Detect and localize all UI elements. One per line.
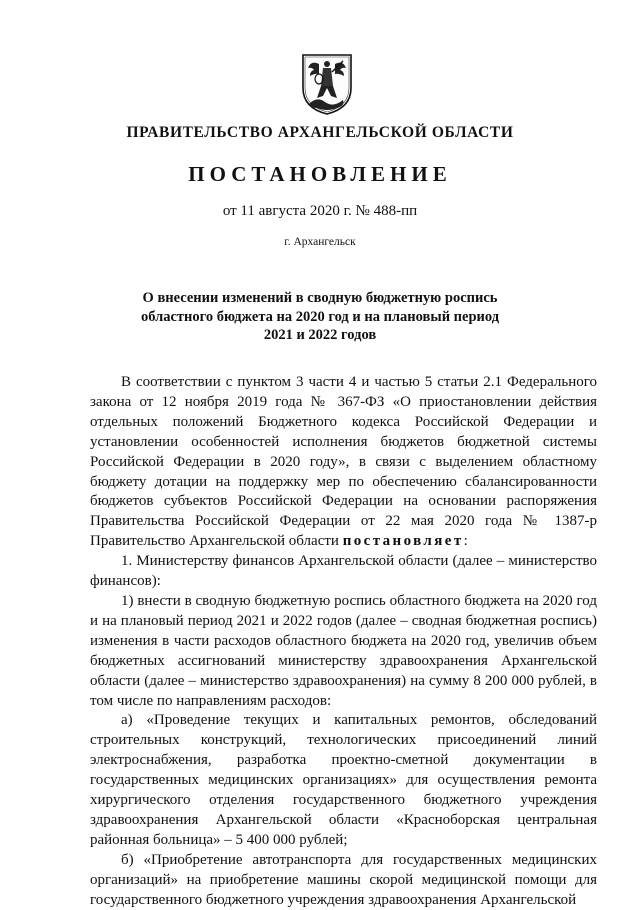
document-date-number: от 11 августа 2020 г. № 488-пп bbox=[222, 203, 418, 219]
document-body bbox=[90, 373, 597, 910]
heading-line: 2021 и 2022 годов bbox=[263, 327, 377, 343]
heading-line: областного бюджета на 2020 год и на плановый период bbox=[140, 308, 500, 325]
government-name: ПРАВИТЕЛЬСТВО АРХАНГЕЛЬСКОЙ ОБЛАСТИ bbox=[126, 124, 514, 141]
paragraph-item-1-1: 1) внести в сводную бюджетную роспись областного бюджета на 2020 год и на плановый период 2021 и 2022 годов (далее – сводная бюджетная роспись) изменения в части расходов областного бюджета на 2020 год, увеличив объем бюджетных ассигнований министерству здравоохранения Архангельской области (далее – министерство здравоохранения) на сумму 8 200 000 рублей, в том числе по направлениям расходов: bbox=[90, 592, 597, 709]
coat-of-arms-icon bbox=[299, 52, 355, 116]
paragraph-item-1: 1. Министерству финансов Архангельской области (далее – министерство финансов): bbox=[90, 553, 597, 590]
decree-word: постановляет bbox=[342, 533, 464, 550]
heading-line: О внесении изменений в сводную бюджетную роспись bbox=[142, 290, 498, 306]
document-heading bbox=[0, 289, 640, 345]
decree-colon: : bbox=[463, 533, 468, 550]
preamble-text: В соответствии с пунктом 3 части 4 и частью 5 статьи 2.1 Федерального закона от 12 ноября 2019 года № 367-ФЗ «О приостановлении действия отдельных положений Бюджетного кодекса Российской Федерации и установлении особенностей исполнения бюджетов бюджетной системы Российской Федерации в 2020 году», в связи с выделением областному бюджету дотации на поддержку мер по обеспечению сбалансированности бюджетов субъектов Российской Федерации на основании распоряжения Правительства Российской Федерации от 22 мая 2020 года № 1387-р Правительство Архангельской области bbox=[90, 374, 597, 550]
paragraph-item-b: б) «Приобретение автотранспорта для государственных медицинских организаций» на приобретение машины скорой медицинской помощи для государственного бюджетного учреждения здравоохранения Архангельской bbox=[90, 851, 597, 908]
document-type: ПОСТАНОВЛЕНИЕ bbox=[188, 162, 452, 186]
paragraph-item-a: а) «Проведение текущих и капитальных ремонтов, обследований строительных конструкций, технологических присоединений линий электроснабжения, разработка проектно-сметной документации в государственных медицинских организациях» для осуществления ремонта хирургического отделения государственного бюджетного учреждения здравоохранения Архангельской области «Красноборская центральная районная больница» – 5 400 000 рублей; bbox=[90, 712, 597, 848]
document-city: г. Архангельск bbox=[284, 236, 356, 248]
preamble-paragraph bbox=[90, 373, 597, 552]
